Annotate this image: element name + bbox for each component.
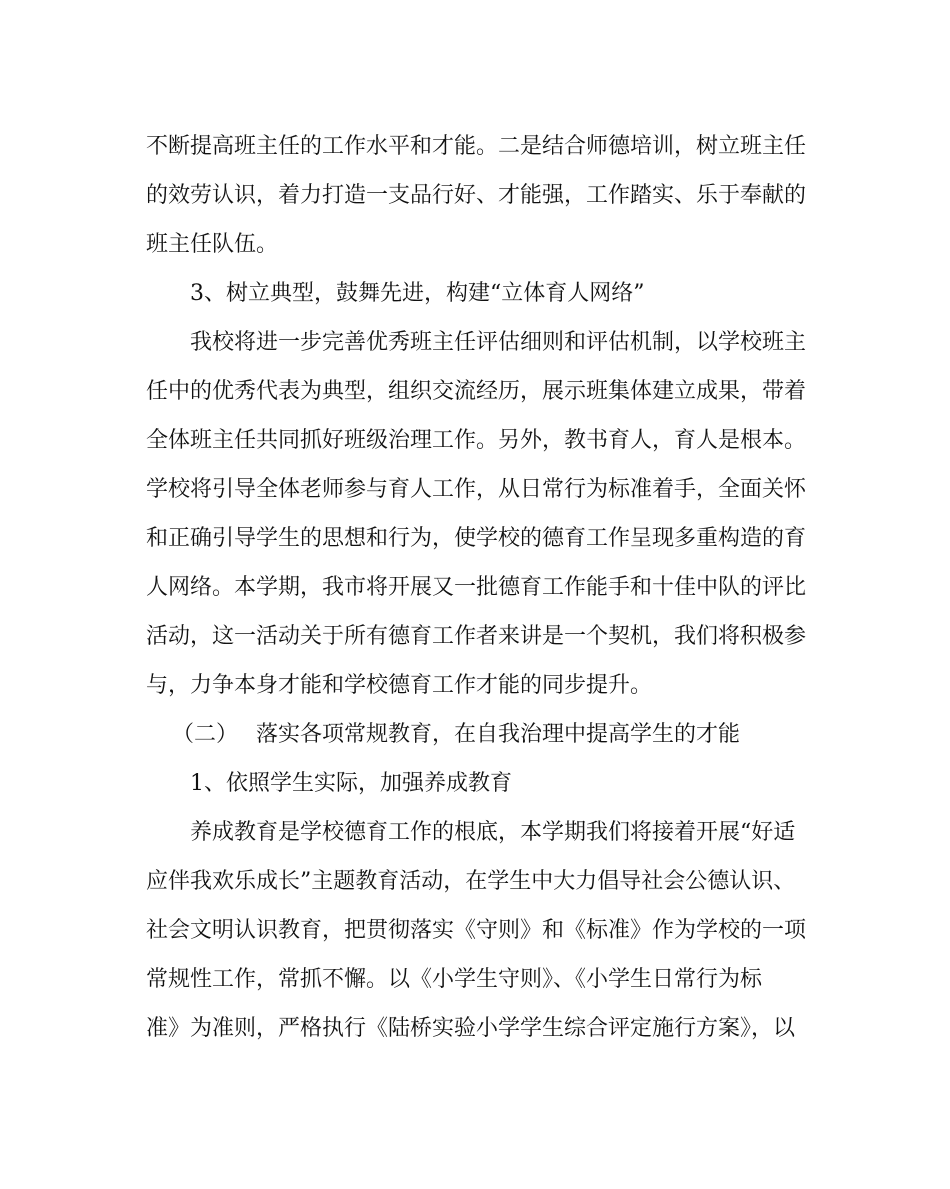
paragraph-line: 准》为准则，严格执行《陆桥实验小学学生综合评定施行方案》，以 [146, 1016, 796, 1041]
paragraph-line: 我校将进一步完善优秀班主任评估细则和评估机制，以学校班主 [190, 330, 807, 355]
paragraph-line: 全体班主任共同抓好班级治理工作。另外，教书育人，育人是根本。 [146, 428, 807, 453]
section-number: （二） [172, 722, 239, 747]
paragraph-line: 不断提高班主任的工作水平和才能。二是结合师德培训，树立班主任 [146, 134, 807, 159]
paragraph-line: 养成教育是学校德育工作的根底，本学期我们将接着开展“好适 [190, 820, 796, 845]
subheading-line: 3、树立典型，鼓舞先进，构建“立体育人网络” [190, 281, 645, 306]
paragraph-line: 学校将引导全体老师参与育人工作，从日常行为标准着手，全面关怀 [146, 477, 807, 502]
subheading-line: 1、依照学生实际，加强养成教育 [190, 771, 512, 796]
paragraph-line: 任中的优秀代表为典型，组织交流经历，展示班集体建立成果，带着 [146, 379, 807, 404]
paragraph-line: 活动，这一活动关于所有德育工作者来讲是一个契机，我们将积极参 [146, 624, 807, 649]
paragraph-line: 的效劳认识，着力打造一支品行好、才能强，工作踏实、乐于奉献的 [146, 183, 807, 208]
paragraph-line: 应伴我欢乐成长”主题教育活动，在学生中大力倡导社会公德认识、 [146, 869, 796, 894]
section-heading [172, 713, 740, 757]
paragraph-line: 班主任队伍。 [146, 232, 279, 257]
paragraph-line: 和正确引导学生的思想和行为，使学校的德育工作呈现多重构造的育 [146, 526, 807, 551]
paragraph-line: 人网络。本学期，我市将开展又一批德育工作能手和十佳中队的评比 [146, 575, 807, 600]
section-title: 落实各项常规教育，在自我治理中提高学生的才能 [256, 722, 741, 747]
paragraph-line: 与，力争本身才能和学校德育工作才能的同步提升。 [146, 673, 653, 698]
paragraph-line: 常规性工作，常抓不懈。以《小学生守则》、《小学生日常行为标 [146, 967, 763, 992]
paragraph-line: 社会文明认识教育，把贯彻落实《守则》和《标准》作为学校的一项 [146, 918, 807, 943]
